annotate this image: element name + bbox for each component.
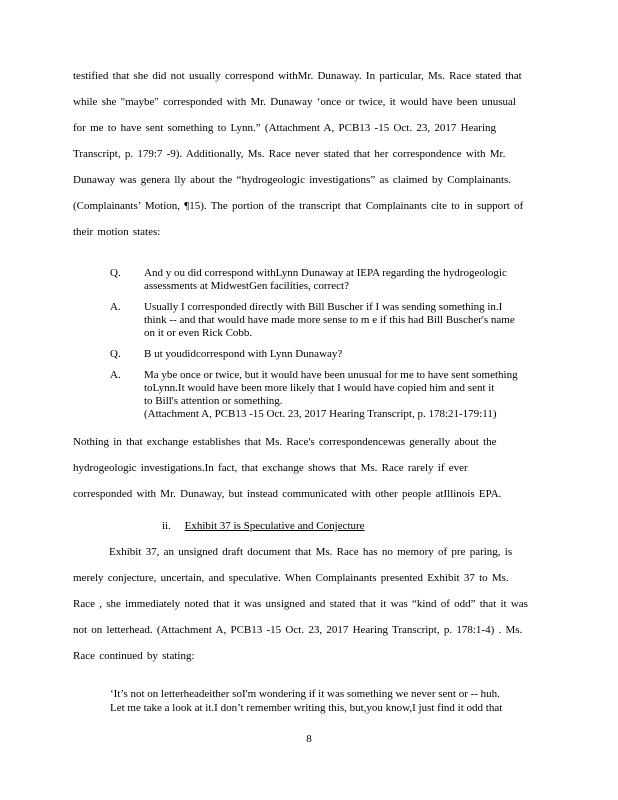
paragraph-line: Nothing in that exchange establishes that Ms. Race's correspondencewas generally about the bbox=[73, 436, 497, 448]
paragraph-line: not on letterhead. (Attachment A, PCB13 -15 Oct. 23, 2017 Hearing Transcript, p. 178:1-4) . Ms. bbox=[73, 624, 523, 636]
page-number: 8 bbox=[306, 733, 312, 745]
heading-title: Exhibit 37 is Speculative and Conjecture bbox=[184, 520, 365, 532]
paragraph-line: Transcript, p. 179:7 -9). Additionally, Ms. Race never stated that her correspondence with Mr. bbox=[73, 148, 506, 160]
paragraph-line: corresponded with Mr. Dunaway, but instead communicated with other people atIllinois EPA. bbox=[73, 488, 502, 500]
paragraph-line: while she "maybe" corresponded with Mr. Dunaway ‘once or twice, it would have been unusual bbox=[73, 96, 516, 108]
paragraph-line: for me to have sent something to Lynn.” (Attachment A, PCB13 -15 Oct. 23, 2017 Hearing bbox=[73, 122, 497, 134]
paragraph-analysis bbox=[73, 436, 541, 514]
paragraph-line: Race continued by stating: bbox=[73, 650, 195, 662]
qa-line: on it or even Rick Cobb. bbox=[144, 327, 253, 339]
paragraph-line: hydrogeologic investigations.In fact, that exchange shows that Ms. Race rarely if ever bbox=[73, 462, 468, 474]
transcript-question bbox=[110, 348, 541, 361]
transcript-question bbox=[110, 267, 541, 293]
paragraph-line: Dunaway was genera lly about the “hydrogeologic investigations” as claimed by Complainants. bbox=[73, 174, 512, 186]
transcript-answer bbox=[110, 369, 541, 421]
quote-line: Let me take a look at it.I don’t remember writing this, but,you know,I just find it odd that bbox=[110, 702, 503, 714]
qa-label: Q. bbox=[110, 267, 121, 279]
paragraph-line: Exhibit 37, an unsigned draft document that Ms. Race has no memory of pre paring, is bbox=[109, 546, 513, 558]
qa-line: assessments at MidwestGen facilities, correct? bbox=[144, 280, 349, 292]
heading-number: ii. bbox=[162, 520, 171, 532]
section-heading bbox=[162, 519, 365, 533]
paragraph-line: their motion states: bbox=[73, 226, 161, 238]
qa-line: Ma ybe once or twice, but it would have been unusual for me to have sent something bbox=[144, 369, 518, 381]
quote-line: ‘It’s not on letterheadeither soI'm wondering if it was something we never sent or -- huh. bbox=[110, 688, 500, 700]
qa-label: Q. bbox=[110, 348, 121, 360]
paragraph-line: (Complainants’ Motion, ¶15). The portion of the transcript that Complainants cite to in support of bbox=[73, 200, 524, 212]
qa-line: B ut youdidcorrespond with Lynn Dunaway? bbox=[144, 348, 343, 360]
transcript-answer bbox=[110, 301, 541, 340]
paragraph-line: merely conjecture, uncertain, and speculative. When Complainants presented Exhibit 37 to Ms. bbox=[73, 572, 509, 584]
qa-line: to Bill's attention or something. bbox=[144, 395, 283, 407]
transcript-excerpt bbox=[110, 267, 541, 421]
paragraph-line: Race , she immediately noted that it was unsigned and stated that it was “kind of odd” that it was bbox=[73, 598, 528, 610]
qa-line: toLynn.It would have been more likely that I would have copied him and sent it bbox=[144, 382, 495, 394]
qa-label: A. bbox=[110, 301, 121, 313]
qa-line: (Attachment A, PCB13 -15 Oct. 23, 2017 Hearing Transcript, p. 178:21-179:11) bbox=[144, 408, 497, 420]
paragraph-line: testified that she did not usually correspond withMr. Dunaway. In particular, Ms. Race stated that bbox=[73, 70, 522, 82]
block-quote bbox=[110, 687, 541, 715]
qa-line: Usually I corresponded directly with Bill Buscher if I was sending something in.I bbox=[144, 301, 503, 313]
qa-label: A. bbox=[110, 369, 121, 381]
paragraph-testimony bbox=[73, 70, 541, 252]
qa-line: And y ou did correspond withLynn Dunaway at IEPA regarding the hydrogeologic bbox=[144, 267, 507, 279]
paragraph-exhibit bbox=[73, 546, 541, 676]
qa-line: think -- and that would have made more sense to m e if this had Bill Buscher's name bbox=[144, 314, 515, 326]
